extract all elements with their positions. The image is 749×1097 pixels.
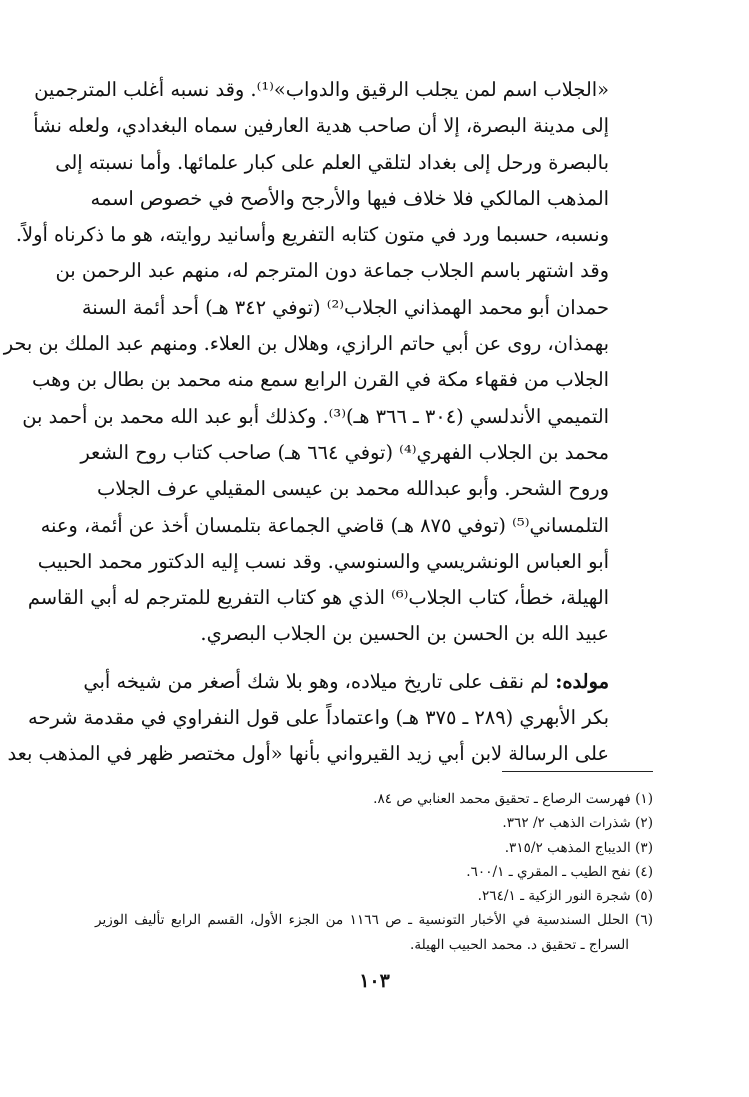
text-run: لم نقف على تاريخ ميلاده، وهو بلا شك أصغر من شيخه أبي [83, 669, 556, 693]
text-line: الجلاب من فقهاء مكة في القرن الرابع سمع منه محمد بن بطال بن وهب [32, 368, 609, 392]
text-line: التميمي الأندلسي (٣٠٤ ـ ٣٦٦ هـ)⁽³⁾. وكذلك أبو عبد الله محمد بن أحمد بن [22, 404, 609, 428]
text-line: ونسبه، حسبما ورد في متون كتابه التفريع وأسانيد روايته، هو ما ذكرناه أولاً. [15, 223, 609, 247]
text-line: عبيد الله بن الحسن بن الحسين بن الجلاب البصري. [200, 622, 609, 646]
text-line: وقد اشتهر باسم الجلاب جماعة دون المترجم له، منهم عبد الرحمن بن [55, 259, 609, 283]
footnote: (٢) شذرات الذهب ٢/ ٣٦٢. [502, 815, 653, 832]
footnote: (٣) الديباج المذهب ٣١٥/٢. [504, 839, 653, 856]
text-line: بالبصرة ورحل إلى بغداد لتلقي العلم على كبار علمائها. وأما نسبته إلى [55, 150, 609, 174]
text-line: على الرسالة لابن أبي زيد القيرواني بأنها «أول مختصر ظهر في المذهب بعد [7, 742, 609, 766]
text-line: التلمساني⁽⁵⁾ (توفي ٨٧٥ هـ) قاضي الجماعة بتلمسان أخذ عن أئمة، وعنه [40, 513, 609, 537]
text-line: محمد بن الجلاب الفهري⁽⁴⁾ (توفي ٦٦٤ هـ) صاحب كتاب روح الشعر [80, 440, 609, 464]
page-number: ١٠٣ [359, 970, 390, 992]
text-line: وروح الشحر. وأبو عبدالله محمد بن عيسى المقيلي عرف الجلاب [96, 477, 609, 501]
text-line: الهيلة، خطأ، كتاب الجلاب⁽⁶⁾ الذي هو كتاب التفريع للمترجم له أبي القاسم [27, 586, 609, 610]
section-heading: مولده: [555, 669, 609, 693]
text-line: أبو العباس الونشريسي والسنوسي. وقد نسب إليه الدكتور محمد الحبيب [37, 549, 609, 573]
text-line: «الجلاب اسم لمن يجلب الرقيق والدواب»⁽¹⁾. وقد نسبه أغلب المترجمين [34, 78, 609, 101]
text-line: بكر الأبهري (٢٨٩ ـ ٣٧٥ هـ) واعتماداً على قول النفراوي في مقدمة شرحه [28, 706, 609, 730]
text-line: بهمذان، روى عن أبي حاتم الرازي، وهلال بن العلاء. ومنهم عبد الملك بن بحر [3, 332, 609, 356]
footnote-continuation: السراج ـ تحقيق د. محمد الحبيب الهيلة. [410, 936, 629, 953]
text-line: إلى مدينة البصرة، إلا أن صاحب هدية العارفين سماه البغدادي، ولعله نشأ [33, 114, 609, 138]
text-line: حمدان أبو محمد الهمذاني الجلاب⁽²⁾ (توفي ٣٤٢ هـ) أحد أئمة السنة [81, 295, 609, 319]
text-line: المذهب المالكي فلا خلاف فيها والأرجح والأصح في خصوص اسمه [90, 186, 609, 210]
text-line [83, 664, 609, 700]
footnote: (٥) شجرة النور الزكية ـ ٢٦٤/١. [477, 888, 653, 905]
footnote: (٦) الحلل السندسية في الأخبار التونسية ـ ص ١١٦٦ من الجزء الأول، القسم الرابع تأليف الوزير [95, 912, 653, 929]
footnotes [95, 787, 653, 957]
footnote: (٤) نفح الطيب ـ المقري ـ ٦٠٠/١. [466, 863, 653, 880]
main-text [3, 72, 609, 773]
footnote-divider [502, 771, 653, 772]
footnote: (١) فهرست الرصاع ـ تحقيق محمد العنابي ص ٨٤. [373, 791, 653, 807]
